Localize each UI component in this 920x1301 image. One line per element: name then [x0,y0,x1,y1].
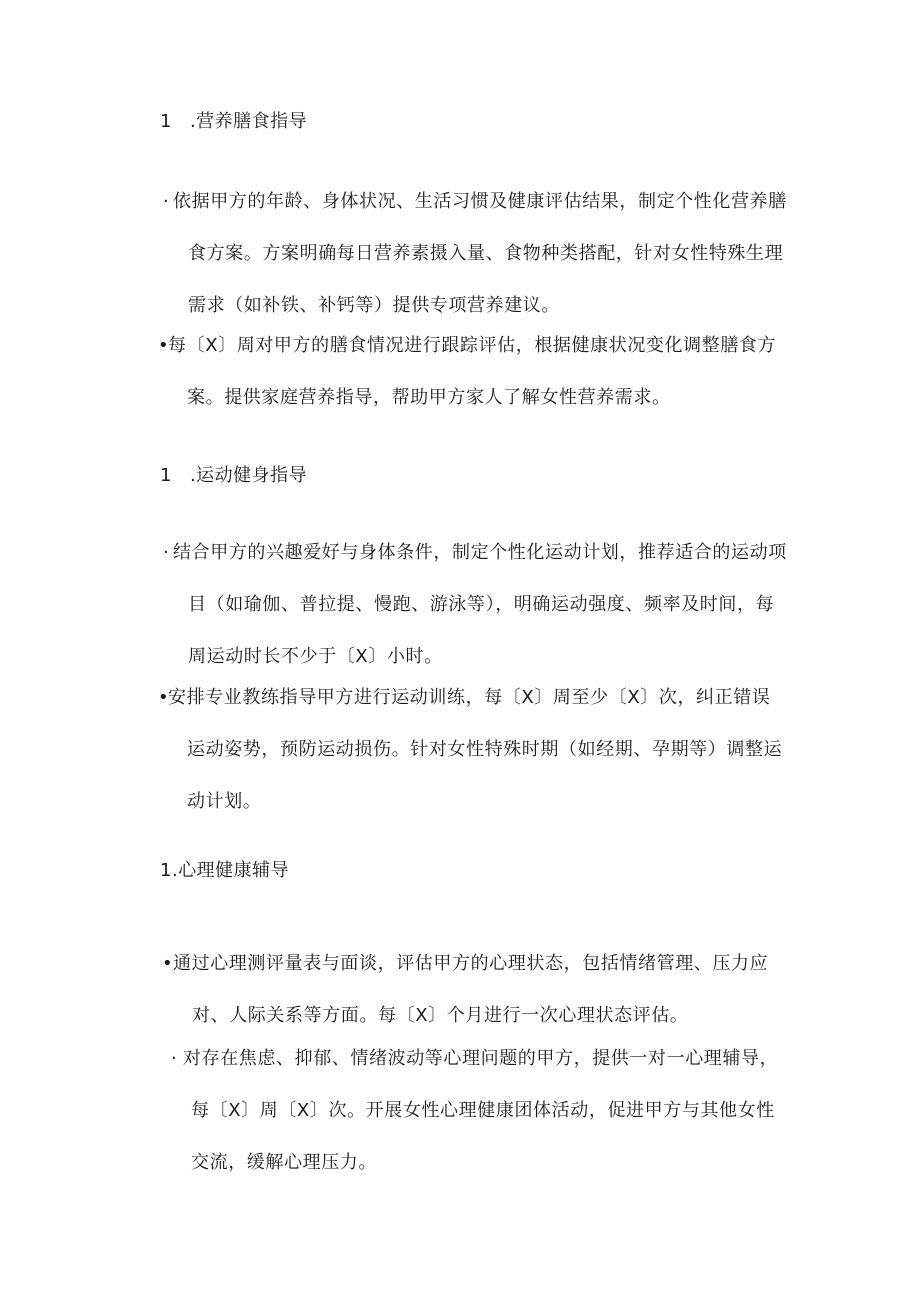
heading-number: 1 [160,465,172,486]
paragraph-line: 结合甲方的兴趣爱好与身体条件，制定个性化运动计划，推荐适合的运动项 [173,542,787,563]
section-heading-mental-health [160,859,289,883]
bullet: • [162,953,174,974]
heading-title: .运动健身指导 [189,465,308,486]
bullet: • [158,335,170,356]
section-heading-nutrition [160,110,307,134]
paragraph-line: 对、人际关系等方面。每〔X〕个月进行一次心理状态评估。 [192,1005,689,1026]
bullet: · [163,191,170,212]
heading-number: 1. [160,860,179,881]
bullet: · [163,542,170,563]
list-item [163,527,823,683]
paragraph-line: 周运动时长不少于〔X〕小时。 [188,646,443,667]
paragraph-line: 交流，缓解心理压力。 [191,1152,377,1173]
bullet: · [171,1048,178,1069]
list-item [171,1033,831,1189]
paragraph-line: 案。提供家庭营养指导，帮助甲方家人了解女性营养需求。 [187,387,671,408]
paragraph-line: 依据甲方的年龄、身体状况、生活习惯及健康评估结果，制定个性化营养膳 [173,191,787,212]
paragraph-line: 通过心理测评量表与面谈，评估甲方的心理状态，包括情绪管理、压力应 [173,953,769,974]
paragraph-line: 目（如瑜伽、普拉提、慢跑、游泳等），明确运动强度、频率及时间，每 [188,594,775,615]
paragraph-line: 每〔X〕周〔X〕次。开展女性心理健康团体活动，促进甲方与其他女性 [191,1100,775,1121]
paragraph-line: 动计划。 [187,791,262,812]
list-item [162,938,822,1042]
bullet: • [158,687,170,708]
paragraph-line: 需求（如补铁、补钙等）提供专项营养建议。 [188,295,560,316]
heading-number: 1 [160,111,172,132]
heading-title: 心理健康辅导 [178,860,290,881]
paragraph-line: 运动姿势，预防运动损伤。针对女性特殊时期（如经期、孕期等）调整运 [187,739,783,760]
heading-title: .营养膳食指导 [189,111,308,132]
paragraph-line: 对存在焦虑、抑郁、情绪波动等心理问题的甲方，提供一对一心理辅导， [183,1048,779,1069]
list-item [158,672,818,828]
list-item [158,320,818,424]
list-item [163,176,823,332]
section-heading-exercise [160,464,307,488]
paragraph-line: 食方案。方案明确每日营养素摄入量、食物种类搭配，针对女性特殊生理 [188,243,784,264]
paragraph-line: 每〔X〕周对甲方的膳食情况进行跟踪评估，根据健康状况变化调整膳食方 [168,335,777,356]
paragraph-line: 安排专业教练指导甲方进行运动训练，每〔X〕周至少〔X〕次，纠正错误 [168,687,771,708]
